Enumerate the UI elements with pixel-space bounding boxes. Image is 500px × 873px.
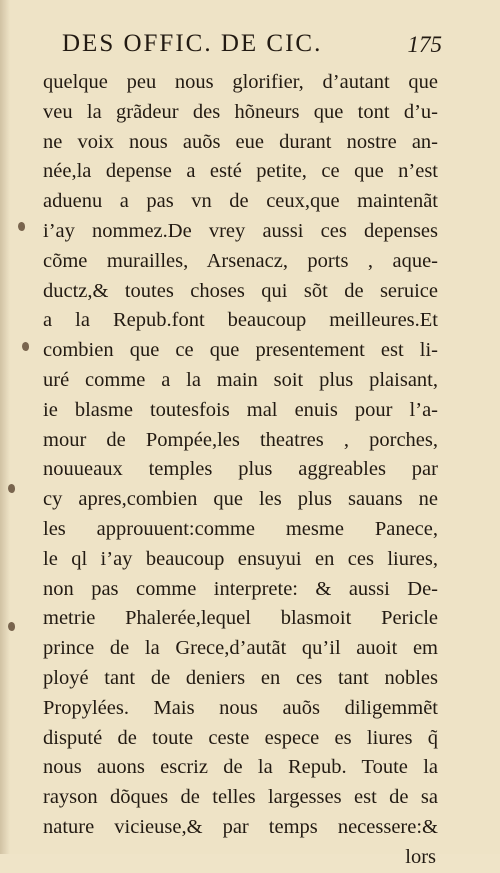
text-line: ductz,& toutes choses qui sõt de seruice xyxy=(43,279,438,302)
running-head-title: DES OFFIC. DE CIC. xyxy=(62,30,323,57)
text-line: a la Repub.font beaucoup meilleures.Et xyxy=(43,309,438,332)
text-line: prince de la Grece,d’autãt qu’il auoit em xyxy=(43,637,438,660)
text-line: née,la depense a esté petite, ce que n’est xyxy=(43,160,438,183)
text-line: ne voix nous auõs eue durant nostre an- xyxy=(43,130,438,153)
text-line: nous auons escriz de la Repub. Toute la xyxy=(43,756,438,779)
text-line: mour de Pompée,les theatres , porches, xyxy=(43,428,438,451)
text-line: metrie Phalerée,lequel blasmoit Pericle xyxy=(43,607,438,630)
margin-ink-mark xyxy=(8,622,15,631)
spine-shadow xyxy=(0,0,10,854)
text-line: veu la grãdeur des hõneurs que tont d’u- xyxy=(43,100,438,123)
text-line: ie blasme toutesfois mal enuis pour l’a- xyxy=(43,398,438,421)
text-line: aduenu a pas vn de ceux,que maintenãt xyxy=(43,190,438,213)
text-line: disputé de toute ceste espece es liures q̃ xyxy=(43,726,438,749)
margin-ink-mark xyxy=(8,484,15,493)
running-head xyxy=(62,30,442,64)
margin-ink-mark xyxy=(18,222,25,231)
text-line: uré comme a la main soit plus plaisant, xyxy=(43,368,438,391)
page-number: 175 xyxy=(407,32,442,57)
text-line: cõme murailles, Arsenacz, ports , aque- xyxy=(43,249,438,272)
text-line: rayson dõques de telles largesses est de sa xyxy=(43,786,438,809)
catchword: lors xyxy=(405,845,436,868)
text-line: nature vicieuse,& par temps necessere:& xyxy=(43,815,438,838)
text-line: i’ay nommez.De vrey aussi ces depenses xyxy=(43,219,438,242)
text-line: quelque peu nous glorifier, d’autant que xyxy=(43,71,438,93)
body-text xyxy=(43,68,438,873)
text-line: ployé tant de deniers en ces tant nobles xyxy=(43,666,438,689)
text-line: nouueaux temples plus aggreables par xyxy=(43,458,438,481)
text-line: Propylées. Mais nous auõs diligemmẽt xyxy=(43,696,438,719)
text-line: le ql i’ay beaucoup ensuyui en ces liures, xyxy=(43,547,438,570)
text-line: les approuuent:comme mesme Panece, xyxy=(43,517,438,540)
text-line: combien que ce que presentement est li- xyxy=(43,339,438,362)
text-line: cy apres,combien que les plus sauans ne xyxy=(43,488,438,511)
text-line: non pas comme interprete: & aussi De- xyxy=(43,577,438,600)
margin-ink-mark xyxy=(22,342,29,351)
